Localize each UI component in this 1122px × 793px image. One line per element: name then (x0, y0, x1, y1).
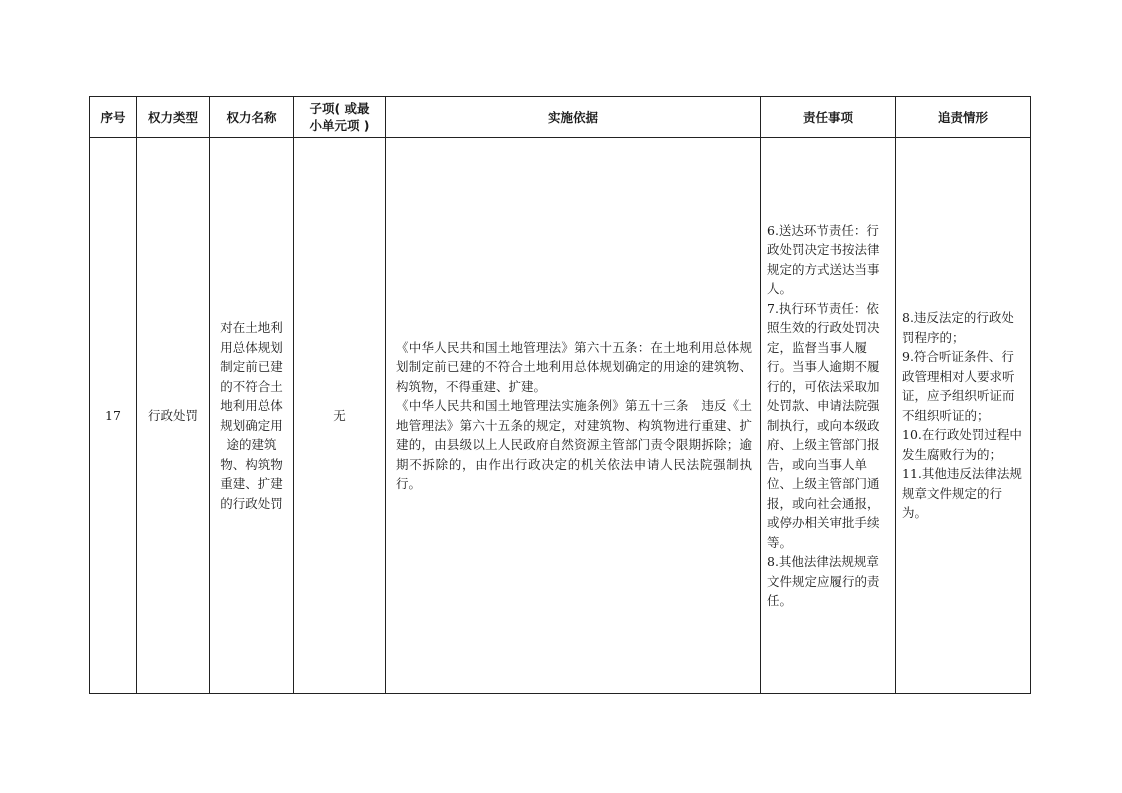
power-name-text: 对在土地利用总体规划制定前已建的不符合土地利用总体规划确定用途的建筑物、构筑物重建、扩建的行政处罚 (220, 320, 283, 511)
header-power-name: 权力名称 (210, 97, 294, 138)
power-list-table (89, 96, 1031, 694)
cell-sub-item: 无 (294, 138, 386, 694)
responsibility-item: 6.送达环节责任：行政处罚决定书按法律规定的方式送达当事人。 (767, 222, 880, 296)
cell-accountability (896, 138, 1031, 694)
responsibility-item: 8.其他法律法规规章文件规定应履行的责任。 (767, 554, 880, 608)
header-responsibility: 责任事项 (761, 97, 896, 138)
accountability-item: 11.其他违反法律法规规章文件规定的行为。 (902, 466, 1022, 521)
cell-power-type: 行政处罚 (137, 138, 210, 694)
basis-paragraph: 《中华人民共和国土地管理法实施条例》第五十三条 违反《土地管理法》第六十五条的规定，对建筑物、构筑物进行重建、扩建的，由县级以上人民政府自然资源主管部门责令限期拆除；逾期不拆除的，由作出行政决定的机关依法申请人民法院强制执行。 (396, 398, 752, 491)
cell-basis (386, 138, 761, 694)
accountability-item: 10.在行政处罚过程中发生腐败行为的； (902, 427, 1022, 462)
header-sub-item-text: 子项( 或最小单元项 ) (309, 101, 370, 133)
basis-paragraph: 《中华人民共和国土地管理法》第六十五条：在土地利用总体规划制定前已建的不符合土地利用总体规划确定的用途的建筑物、构筑物，不得重建、扩建。 (396, 339, 752, 394)
header-basis: 实施依据 (386, 97, 761, 138)
header-seq: 序号 (90, 97, 137, 138)
responsibility-item: 7.执行环节责任：依照生效的行政处罚决定，监督当事人履行。当事人逾期不履行的，可依法采取加处罚款、申请法院强制执行，或向本级政府、上级主管部门报告，或向当事人单位、上级主管部门通报，或向社会通报，或停办相关审批手续等。 (767, 300, 880, 550)
cell-responsibility (761, 138, 896, 694)
table-header-row (90, 97, 1031, 138)
header-accountability: 追责情形 (896, 97, 1031, 138)
header-power-type: 权力类型 (137, 97, 210, 138)
accountability-item: 9.符合听证条件、行政管理相对人要求听证，应予组织听证而不组织听证的； (902, 349, 1015, 423)
header-sub-item (294, 97, 386, 138)
table-row (90, 138, 1031, 694)
cell-power-name (210, 138, 294, 694)
accountability-item: 8.违反法定的行政处罚程序的； (902, 310, 1014, 345)
cell-seq: 17 (90, 138, 137, 694)
